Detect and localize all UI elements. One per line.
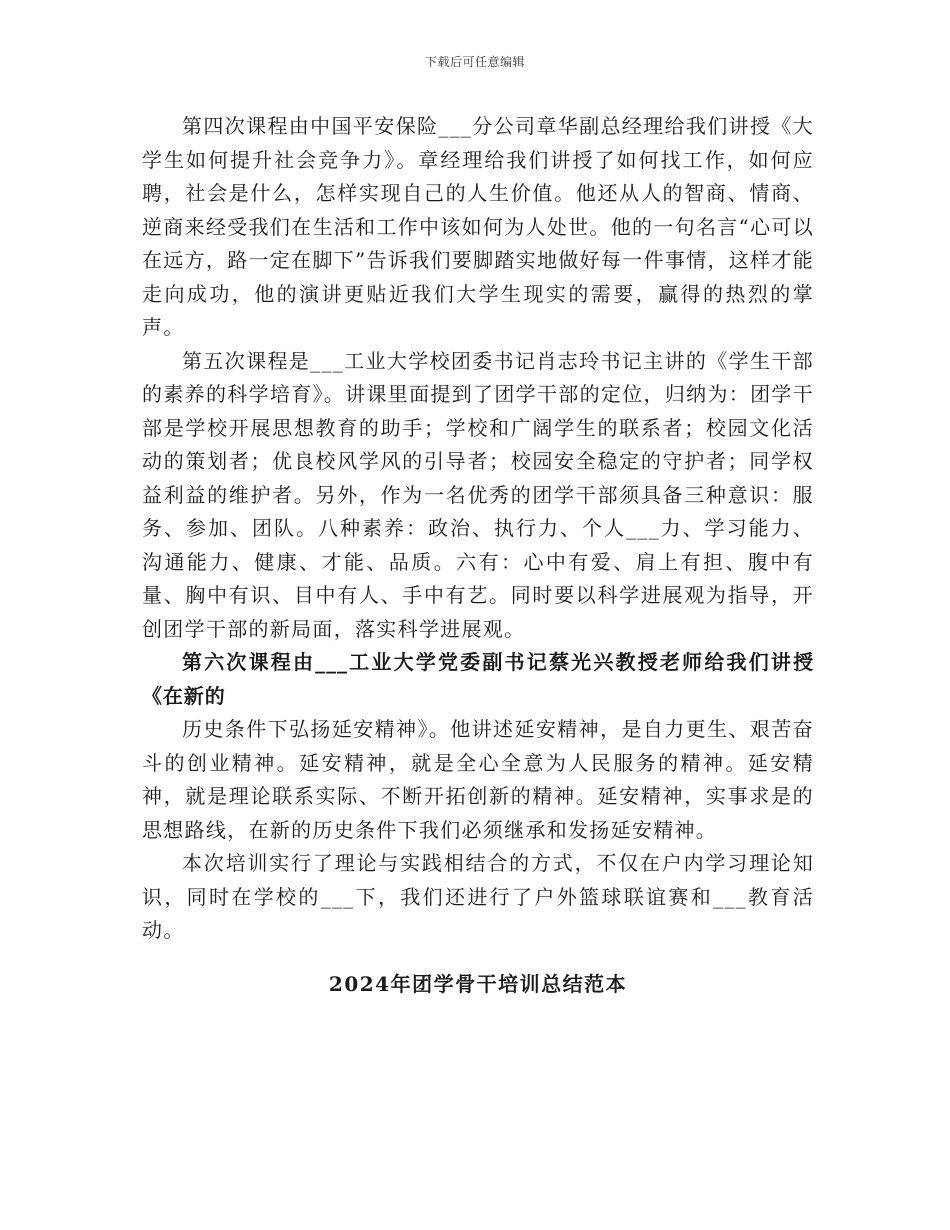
paragraph-training-summary: 本次培训实行了理论与实践相结合的方式，不仅在户内学习理论知识，同时在学校的___下，我们还进行了户外篮球联谊赛和___教育活动。 [142, 851, 814, 942]
paragraph-lecture-6-heading: 第六次课程由___工业大学党委副书记蔡光兴教授老师给我们讲授《在新的 [142, 650, 814, 708]
paragraph-lecture-5: 第五次课程是___工业大学校团委书记肖志玲书记主讲的《学生干部的素养的科学培育》。讲课里面提到了团学干部的定位，归纳为：团学干部是学校开展思想教育的助手；学校和广阔学生的联系者；校园文化活动的策划者；优良校风学风的引导者；校园安全稳定的守护者；同学权益利益的维护者。另外，作为一名优秀的团学干部须具备三种意识：服务、参加、团队。八种素养：政治、执行力、个人___力、学习能力、沟通能力、健康、才能、品质。六有：心中有爱、肩上有担、腹中有量、胸中有识、目中有人、手中有艺。同时要以科学进展观为指导，开创团学干部的新局面，落实科学进展观。 [142, 348, 814, 641]
document-body [142, 110, 814, 997]
paragraph-lecture-4: 第四次课程由中国平安保险___分公司章华副总经理给我们讲授《大学生如何提升社会竞争力》。章经理给我们讲授了如何找工作，如何应聘，社会是什么，怎样实现自己的人生价值。他还从人的智商、情商、逆商来经受我们在生活和工作中该如何为人处世。他的一句名言“心可以在远方，路一定在脚下”告诉我们要脚踏实地做好每一件事情，这样才能走向成功，他的演讲更贴近我们大学生现实的需要，赢得的热烈的掌声。 [142, 114, 814, 339]
section-title: 2024年团学骨干培训总结范本 [328, 971, 628, 996]
page-header-note: 下载后可任意编辑 [424, 55, 525, 69]
paragraph-lecture-6-body: 历史条件下弘扬延安精神》。他讲述延安精神，是自力更生、艰苦奋斗的创业精神。延安精神，就是全心全意为人民服务的精神。延安精神，就是理论联系实际、不断开拓创新的精神。延安精神，实事求是的思想路线，在新的历史条件下我们必须继承和发扬延安精神。 [142, 717, 814, 842]
